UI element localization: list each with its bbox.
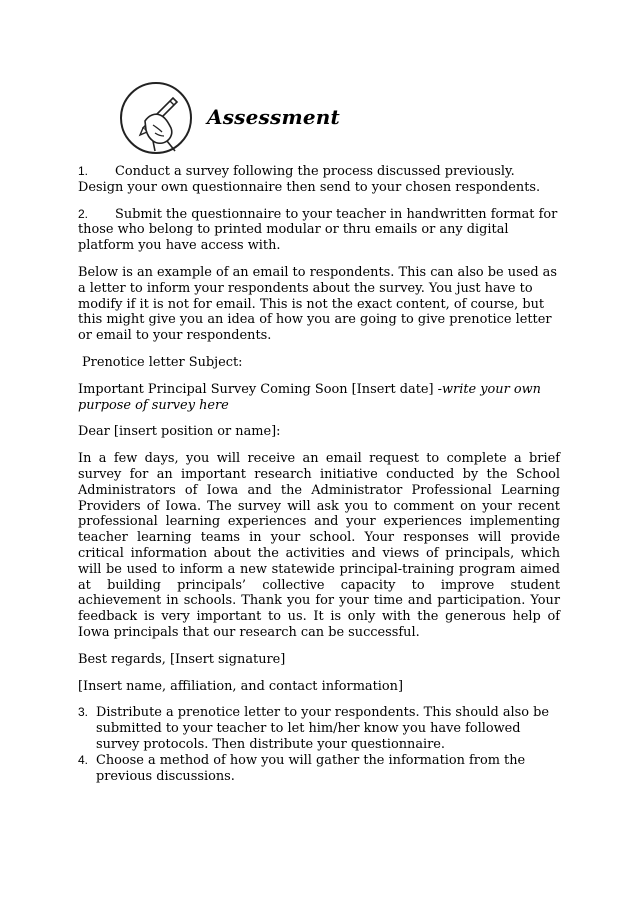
- intro-paragraph: Below is an example of an email to respondents. This can also be used as a letter to inform your respondents about the survey. You just have to modify if it is not for email. This is not the exact content, of course, but this might give you an idea of how you are going to give prenotice letter or email to your respondents.: [78, 264, 557, 344]
- step-text: Distribute a prenotice letter to your respondents. This should also be submitted to your teacher to let him/her know you have followed survey protocols. Then distribute your questionnaire.: [96, 705, 550, 752]
- steps-list: [78, 705, 560, 784]
- step-1-paragraph: [78, 164, 560, 196]
- prenotice-label: Prenotice letter Subject:: [82, 354, 243, 370]
- step-number: 3.: [78, 705, 89, 720]
- subject-text: Important Principal Survey Coming Soon [Insert date] -: [78, 381, 442, 397]
- step-2-paragraph: [78, 207, 560, 254]
- subject-italic-hint: write your own purpose of survey here: [78, 381, 541, 413]
- step-text: Submit the questionnaire to your teacher in handwritten format for those who belong to printed modular or thru emails or any digital platform you have access with.: [78, 206, 558, 254]
- closing: Best regards, [Insert signature]: [78, 651, 286, 667]
- salutation: Dear [insert position or name]:: [78, 424, 281, 440]
- step-number: 4.: [78, 752, 89, 767]
- hand-writing-with-pencil-icon: [119, 81, 193, 155]
- document-body: [78, 164, 560, 784]
- list-item: [78, 753, 560, 785]
- step-number: 1.: [78, 164, 89, 178]
- letter-body: In a few days, you will receive an email request to complete a brief survey for an important research initiative conducted by the School Administrators of Iowa and the Administrator Professional Learning Providers of Iowa. The survey will ask you to comment on your recent professional learning experiences and your experiences implementing teacher learning teams in your school. Your responses will provide critical information about the activities and views of principals, which will be used to inform a new statewide principal-training program aimed at building principals’ collective capacity to improve student achievement in schools. Thank you for your time and participation. Your feedback is very important to us. It is only with the generous help of Iowa principals that our research can be successful.: [78, 451, 560, 640]
- step-number: 2.: [78, 206, 89, 221]
- step-text: Choose a method of how you will gather the information from the previous discussions.: [96, 752, 526, 784]
- signature-info: [Insert name, affiliation, and contact information]: [78, 678, 404, 694]
- step-text: Conduct a survey following the process discussed previously. Design your own questionnaire then send to your chosen respondents.: [78, 164, 541, 195]
- subject-line: [78, 382, 560, 414]
- list-item: [78, 705, 560, 752]
- page-title: Assessment: [207, 105, 340, 129]
